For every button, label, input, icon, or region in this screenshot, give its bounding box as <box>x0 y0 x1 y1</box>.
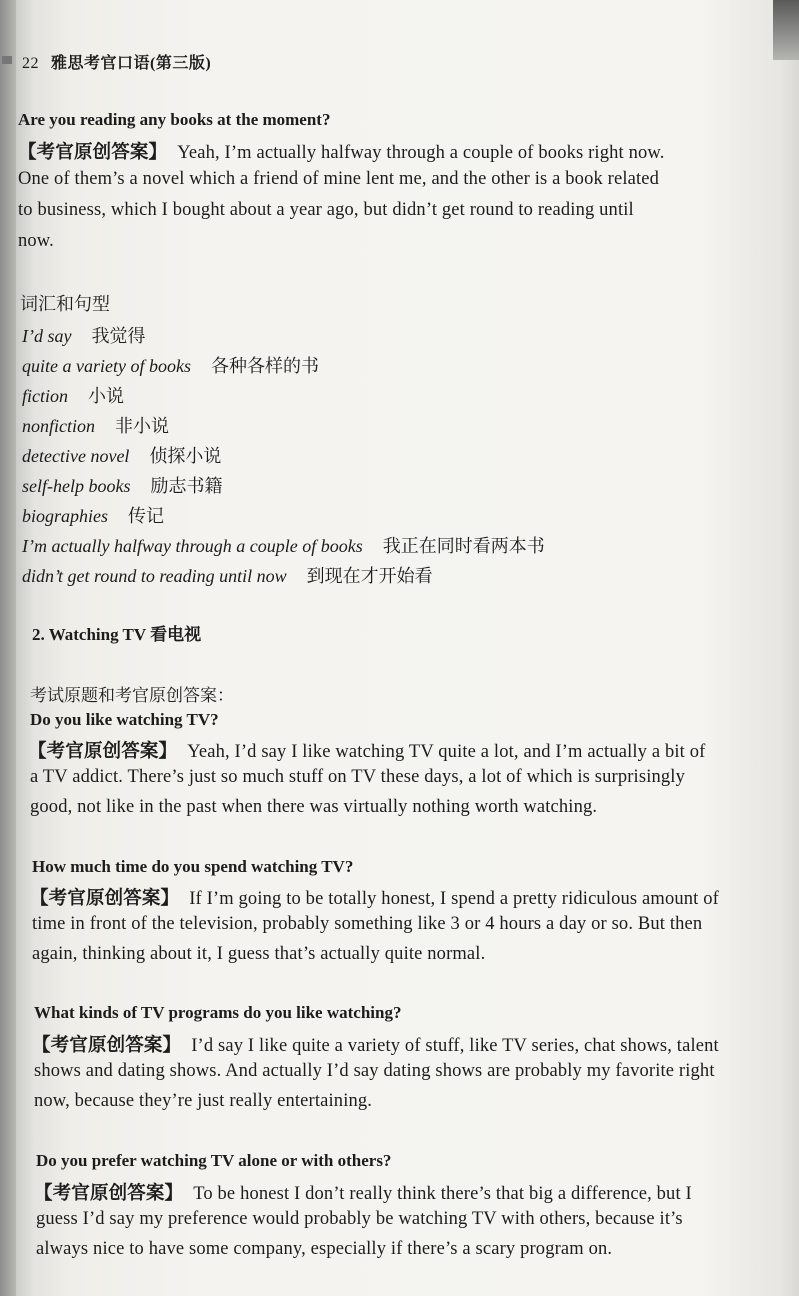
vocab-en: quite a variety of books <box>22 356 191 376</box>
vocab-en: self-help books <box>22 476 131 496</box>
answer-line: now, because they’re just really entertaining. <box>34 1091 373 1111</box>
answer-text: To be honest I don’t really think there’s that big a difference, but I <box>193 1184 692 1204</box>
vocab-zh: 小说 <box>88 386 124 406</box>
answer-line: always nice to have some company, especially if there’s a scary program on. <box>36 1239 613 1259</box>
answer-line: now. <box>18 231 54 251</box>
vocab-item <box>22 532 545 558</box>
vocab-zh: 到现在才开始看 <box>306 566 433 586</box>
answer-line: to business, which I bought about a year ago, but didn’t get round to reading until <box>18 200 634 220</box>
answer-line: good, not like in the past when there was virtually nothing worth watching. <box>30 797 598 817</box>
vocab-en: I’m actually halfway through a couple of books <box>22 536 363 556</box>
answer-line: shows and dating shows. And actually I’d say dating shows are probably my favorite right <box>34 1061 715 1081</box>
vocab-en: I’d say <box>22 326 72 346</box>
vocab-en: didn’t get round to reading until now <box>22 566 287 586</box>
question-alone-or-others: Do you prefer watching TV alone or with others? <box>36 1151 392 1170</box>
vocab-zh: 侦探小说 <box>149 446 222 466</box>
book-binding-shadow <box>0 0 16 1296</box>
answer-line: One of them’s a novel which a friend of mine lent me, and the other is a book related <box>18 169 660 189</box>
page-header <box>22 50 211 73</box>
header-marker <box>2 56 12 64</box>
answer-line <box>18 138 664 164</box>
vocab-en: biographies <box>22 506 109 526</box>
vocab-zh: 我觉得 <box>91 326 146 346</box>
question-time-tv: How much time do you spend watching TV? <box>32 857 354 876</box>
vocab-item <box>22 322 145 348</box>
vocab-item <box>22 352 319 378</box>
question-reading-books: Are you reading any books at the moment? <box>18 110 331 129</box>
vocab-zh: 励志书籍 <box>150 476 223 496</box>
question-tv-programs: What kinds of TV programs do you like watching? <box>34 1003 402 1022</box>
answer-line: again, thinking about it, I guess that’s actually quite normal. <box>32 944 486 964</box>
answer-text: Yeah, I’m actually halfway through a couple of books right now. <box>177 143 665 163</box>
answer-text: If I’m going to be totally honest, I spend a pretty ridiculous amount of <box>189 889 719 909</box>
answer-line <box>30 884 719 910</box>
vocab-item <box>22 412 169 438</box>
vocab-item <box>22 502 164 528</box>
question-like-tv: Do you like watching TV? <box>30 710 219 729</box>
answer-line: time in front of the television, probably something like 3 or 4 hours a day or so. But then <box>32 914 703 934</box>
answer-line <box>28 737 705 763</box>
vocab-zh: 非小说 <box>115 416 169 436</box>
vocab-zh: 我正在同时看两本书 <box>382 536 545 556</box>
answer-tag: 【考官原创答案】 <box>28 742 178 762</box>
vocab-title: 词汇和句型 <box>20 294 110 314</box>
vocab-item <box>22 562 433 588</box>
answer-tag: 【考官原创答案】 <box>18 143 168 163</box>
vocab-en: detective novel <box>22 446 130 466</box>
answer-line: guess I’d say my preference would probably be watching TV with others, because it’s <box>36 1209 683 1229</box>
answer-tag: 【考官原创答案】 <box>34 1184 184 1204</box>
vocab-zh: 传记 <box>128 506 165 526</box>
vocab-en: nonfiction <box>22 416 95 436</box>
answer-tag: 【考官原创答案】 <box>32 1036 182 1056</box>
book-title: 雅思考官口语(第三版) <box>51 55 212 72</box>
section-title: 2. Watching TV 看电视 <box>32 625 202 644</box>
answer-text: I’d say I like quite a variety of stuff, like TV series, chat shows, talent <box>191 1036 719 1056</box>
page-corner-shadow <box>773 0 799 60</box>
vocab-en: fiction <box>22 386 68 406</box>
vocab-item <box>22 472 222 498</box>
answer-line <box>32 1031 719 1057</box>
section-intro: 考试原题和考官原创答案： <box>30 686 234 705</box>
answer-tag: 【考官原创答案】 <box>30 889 180 909</box>
vocab-item <box>22 442 221 468</box>
answer-line <box>34 1179 692 1205</box>
answer-line: a TV addict. There’s just so much stuff on TV these days, a lot of which is surprisingly <box>30 767 685 787</box>
answer-text: Yeah, I’d say I like watching TV quite a lot, and I’m actually a bit of <box>187 742 706 762</box>
page-number: 22 <box>22 55 39 72</box>
vocab-item <box>22 382 124 408</box>
vocab-zh: 各种各样的书 <box>210 356 319 376</box>
